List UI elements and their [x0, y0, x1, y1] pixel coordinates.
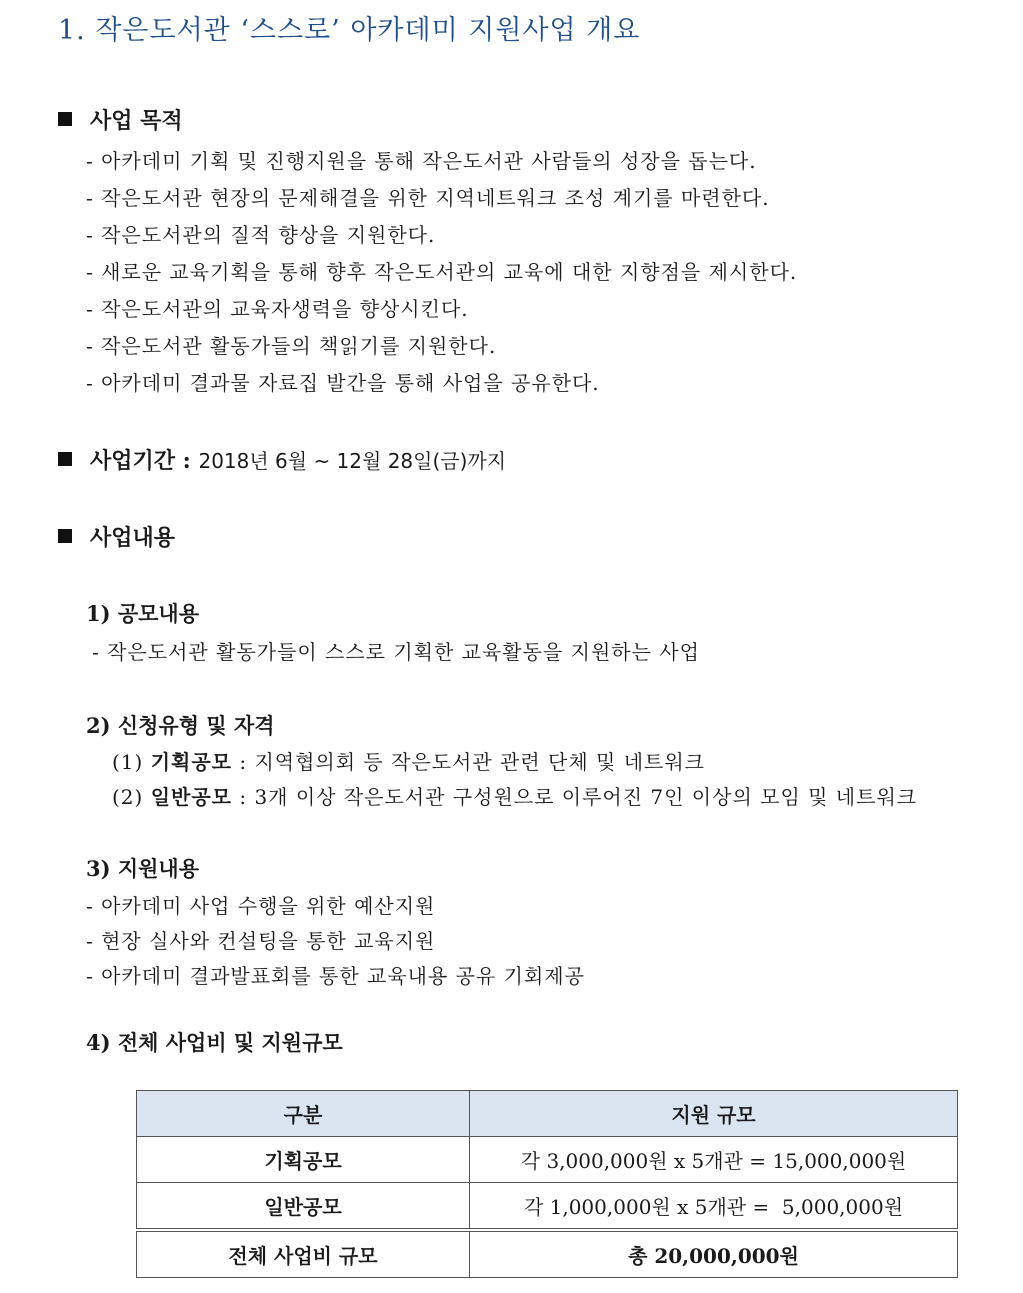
subsection-1-heading: 1) 공모내용 [86, 601, 200, 626]
table-cell: 기획공모 [137, 1137, 470, 1183]
section-content-label: 사업내용 [90, 525, 176, 551]
section-period [58, 444, 506, 475]
budget-table [136, 1090, 958, 1278]
application-type-item [112, 781, 917, 810]
purpose-item: - 새로운 교육기획을 통해 향후 작은도서관의 교육에 대한 지향점을 제시한다. [86, 260, 798, 284]
table-cell: 총 20,000,000원 [470, 1230, 958, 1278]
support-item: - 아카데미 결과발표회를 통한 교육내용 공유 기회제공 [86, 964, 585, 988]
table-header-cell: 구분 [137, 1091, 470, 1137]
section-content-heading [58, 521, 175, 552]
application-type-item [112, 746, 705, 775]
item-number: (1) [112, 750, 144, 774]
table-header-cell: 지원 규모 [470, 1091, 958, 1137]
item-separator: : [239, 785, 248, 809]
table-row [137, 1183, 958, 1231]
item-label: 일반공모 [150, 785, 232, 809]
item-description: 3개 이상 작은도서관 구성원으로 이루어진 7인 이상의 모임 및 네트워크 [254, 785, 918, 809]
table-cell: 일반공모 [137, 1183, 470, 1231]
subsection-3-heading: 3) 지원내용 [86, 856, 200, 881]
table-total-row [137, 1230, 958, 1278]
table-row [137, 1137, 958, 1183]
subsection-4-heading: 4) 전체 사업비 및 지원규모 [86, 1030, 343, 1055]
square-bullet-icon [58, 529, 72, 543]
period-value: 2018년 6월 ~ 12월 28일(금)까지 [198, 449, 507, 473]
table-cell: 전체 사업비 규모 [137, 1230, 470, 1278]
purpose-item: - 작은도서관 현장의 문제해결을 위한 지역네트워크 조성 계기를 마련한다. [86, 186, 770, 210]
square-bullet-icon [58, 452, 72, 466]
purpose-item: - 아카데미 기획 및 진행지원을 통해 작은도서관 사람들의 성장을 돕는다. [86, 149, 757, 173]
table-cell: 각 3,000,000원 x 5개관 = 15,000,000원 [470, 1137, 958, 1183]
support-item: - 현장 실사와 컨설팅을 통한 교육지원 [86, 929, 436, 953]
item-number: (2) [112, 785, 144, 809]
square-bullet-icon [58, 112, 72, 126]
purpose-item: - 작은도서관 활동가들의 책읽기를 지원한다. [86, 334, 497, 358]
section-purpose-label: 사업 목적 [90, 108, 183, 134]
purpose-item: - 작은도서관의 질적 향상을 지원한다. [86, 223, 436, 247]
section-period-label: 사업기간 : [90, 448, 191, 474]
subsection-2-heading: 2) 신청유형 및 자격 [86, 713, 275, 738]
page-title: 1. 작은도서관 ‘스스로’ 아카데미 지원사업 개요 [58, 15, 641, 46]
subsection-1-item: - 작은도서관 활동가들이 스스로 기획한 교육활동을 지원하는 사업 [92, 640, 700, 664]
item-description: 지역협의회 등 작은도서관 관련 단체 및 네트워크 [254, 750, 705, 774]
table-cell: 각 1,000,000원 x 5개관 = 5,000,000원 [470, 1183, 958, 1231]
item-separator: : [239, 750, 248, 774]
table-header-row [137, 1091, 958, 1137]
purpose-item: - 아카데미 결과물 자료집 발간을 통해 사업을 공유한다. [86, 371, 600, 395]
support-item: - 아카데미 사업 수행을 위한 예산지원 [86, 894, 436, 918]
purpose-item: - 작은도서관의 교육자생력을 향상시킨다. [86, 297, 469, 321]
section-purpose-heading [58, 104, 183, 135]
item-label: 기획공모 [150, 750, 232, 774]
